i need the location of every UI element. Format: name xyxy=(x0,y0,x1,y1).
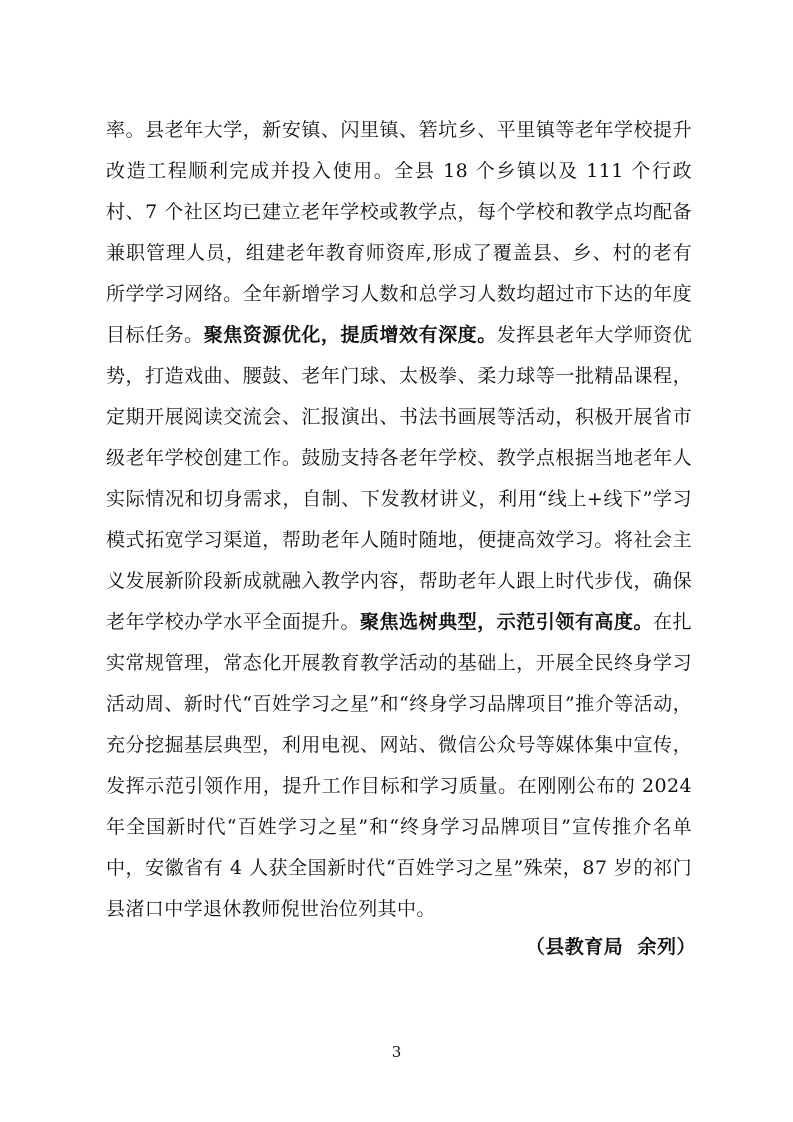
paragraph-text-part2: 发挥县老年大学师资优势，打造戏曲、腰鼓、老年门球、太极拳、柔力球等一批精品课程，定期开展阅读交流会、汇报演出、书法书画展等活动，积极开展省市级老年学校创建工作。鼓励支持各老年学校、教学点根据当地老年人实际情况和切身需求，自制、下发教材讲义，利用“线上+线下”学习模式拓宽学习渠道，帮助老年人随时随地，便捷高效学习。将社会主义发展新阶段新成就融入教学内容，帮助老年人跟上时代步伐，确保老年学校办学水平全面提升。 xyxy=(106,324,692,633)
page-number: 3 xyxy=(391,1043,402,1061)
paragraph-text-part3: 在扎实常规管理，常态化开展教育教学活动的基础上，开展全民终身学习活动周、新时代“百姓学习之星”和“终身学习品牌项目”推介等活动，充分挖掘基层典型，利用电视、网站、微信公众号等媒体集中宣传，发挥示范引领作用，提升工作目标和学习质量。在刚刚公布的 2024 年全国新时代“百姓学习之星”和“终身学习品牌项目”宣传推介名单中，安徽省有 4 人获全国新时代“百姓学习之星”殊荣，87 岁的祁门县渚口中学退休教师倪世治位列其中。 xyxy=(106,611,692,920)
author-signature: （县教育局 余列） xyxy=(525,936,696,958)
bold-heading-model-selection: 聚焦选树典型，示范引领有高度。 xyxy=(359,611,654,633)
paragraph-text-part1: 率。县老年大学，新安镇、闪里镇、箬坑乡、平里镇等老年学校提升改造工程顺利完成并投入使用。全县 18 个乡镇以及 111 个行政村、7 个社区均已建立老年学校或教学点，每个学校和教学点均配备兼职管理人员，组建老年教育师资库,形成了覆盖县、乡、村的老有所学学习网络。全年新增学习人数和总学习人数均超过市下达的年度目标任务。 xyxy=(106,119,692,346)
bold-heading-resource-optimization: 聚焦资源优化，提质增效有深度。 xyxy=(203,324,497,346)
body-paragraph xyxy=(106,110,692,930)
